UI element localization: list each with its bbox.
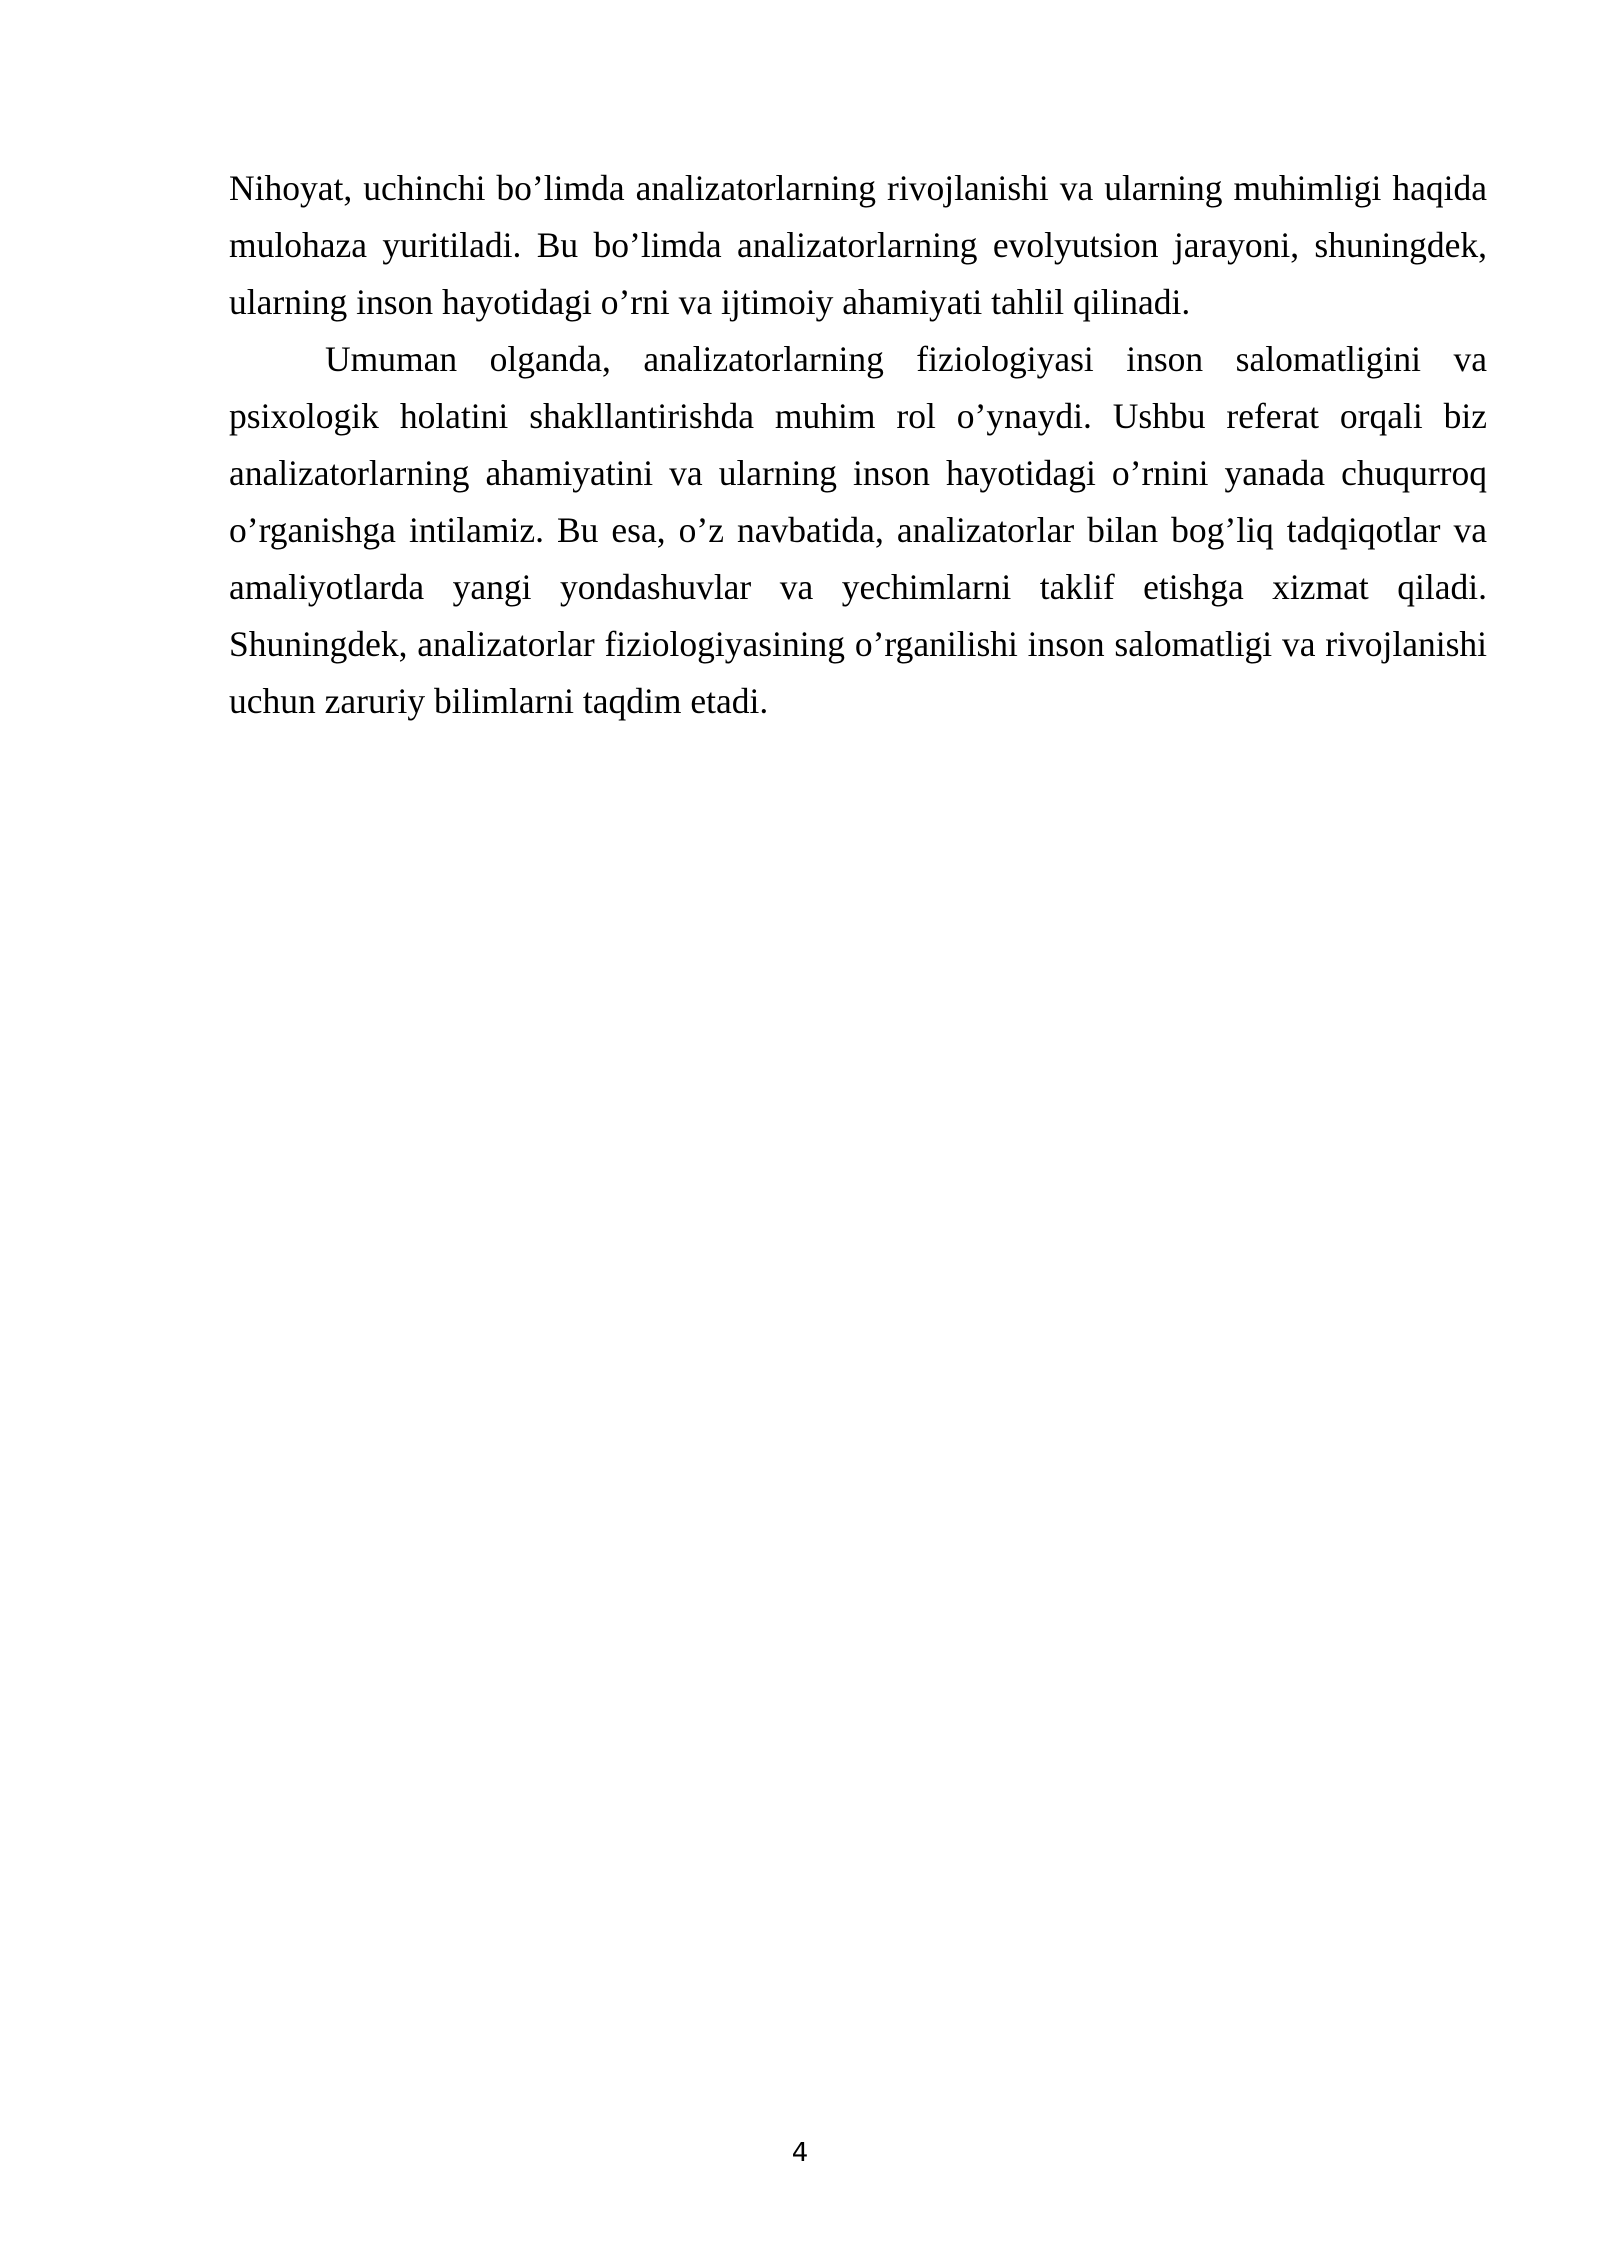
page-number: 4 [791, 2138, 809, 2168]
body-text [229, 160, 1487, 730]
paragraph-1: Nihoyat, uchinchi bo’limda analizatorlarning rivojlanishi va ularning muhimligi haqida mulohaza yuritiladi. Bu bo’limda analizatorlarning evolyutsion jarayoni, shuningdek, ularning inson hayotidagi o’rni va ijtimoiy ahamiyati tahlil qilinadi. [229, 168, 1487, 322]
paragraph-2: Umuman olganda, analizatorlarning fiziologiyasi inson salomatligini va psixologik holatini shakllantirishda muhim rol o’ynaydi. Ushbu referat orqali biz analizatorlarning ahamiyatini va ularning inson hayotidagi o’rnini yanada chuqurroq o’rganishga intilamiz. Bu esa, o’z navbatida, analizatorlar bilan bog’liq tadqiqotlar va amaliyotlarda yangi yondashuvlar va yechimlarni taklif etishga xizmat qiladi. Shuningdek, analizatorlar fiziologiyasining o’rganilishi inson salomatligi va rivojlanishi uchun zaruriy bilimlarni taqdim etadi. [229, 339, 1487, 721]
